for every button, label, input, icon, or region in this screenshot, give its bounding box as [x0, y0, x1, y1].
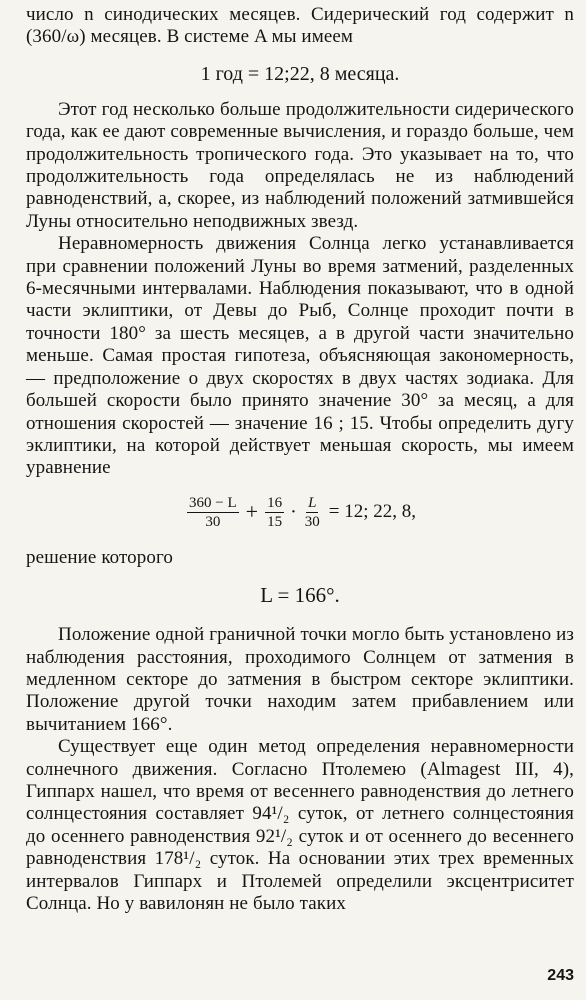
paragraph-other-method: Существует еще один метод определения неравномерности солнечного движения. Согласно Птолемею (Almagest III, 4), Гиппарх нашел, что время от весеннего равноденствия до летнего солнцестояния составляет 94¹/₂ суток, от летнего солнцестояния до осеннего равноденствия 92¹/₂ суток и от осеннего до весеннего равноденствия 178¹/₂ суток. На основании этих трех временных интервалов Гиппарх и Птолемей определили эксцентриситет Солнца. Но у вавилонян не было таких [26, 736, 574, 914]
fraction-3-numerator: L [308, 494, 317, 511]
paragraph-solution-intro: решение которого [26, 546, 174, 568]
fraction-3-denominator: 30 [304, 513, 320, 530]
equation [26, 494, 574, 531]
fraction-3 [303, 494, 322, 531]
year-formula: 1 год = 12;22, 8 месяца. [200, 62, 400, 85]
paragraph-year-length: Этот год несколько больше продолжительности сидерического года, как ее дают современные вычисления, и гораздо больше, чем продолжительность тропического года. Это указывает на то, что продолжительность года определялась не из наблюдений равноденствий, а, скорее, из наблюдений положений затмившейся Луны относительно неподвижных звезд. [26, 98, 574, 232]
solution-formula: L = 166°. [260, 583, 340, 608]
paragraph-continuation: число n синодических месяцев. Сидерический год содержит n (360/ω) месяцев. В системе A мы имеем [26, 4, 574, 48]
equation-right-side: = 12; 22, 8, [328, 501, 416, 523]
fraction-1-denominator: 30 [205, 513, 221, 530]
fraction-2 [265, 494, 284, 531]
fraction-2-denominator: 15 [267, 513, 283, 530]
multiplication-dot: · [290, 500, 297, 523]
paragraph-sun-motion: Неравномерность движения Солнца легко устанавливается при сравнении положений Луны во время затмений, разделенных 6-месячными интервалами. Наблюдения показывают, что в одной части эклиптики, от Девы до Рыб, Солнце проходит почти в точности 180° за шесть месяцев, а в другой части значительно меньше. Самая простая гипотеза, объясняющая закономерность,— предположение о двух скоростях в двух частях зодиака. Для большей скорости было принято значение 30° за месяц, а для отношения скоростей — значение 16 ; 15. Чтобы определить дугу эклиптики, на которой действует меньшая скорость, мы имеем уравнение [26, 233, 574, 479]
page-number: 243 [547, 967, 574, 984]
fraction-2-numerator: 16 [267, 494, 283, 511]
fraction-1-numerator: 360 − L [189, 494, 237, 511]
fraction-1 [187, 494, 239, 531]
plus-sign: + [245, 499, 259, 525]
paragraph-boundary-points: Положение одной граничной точки могло быть установлено из наблюдения расстояния, проходимого Солнцем от затмения в медленном секторе до затмения в быстром секторе эклиптики. Положение другой точки находим затем прибавлением или вычитанием 166°. [26, 624, 574, 735]
